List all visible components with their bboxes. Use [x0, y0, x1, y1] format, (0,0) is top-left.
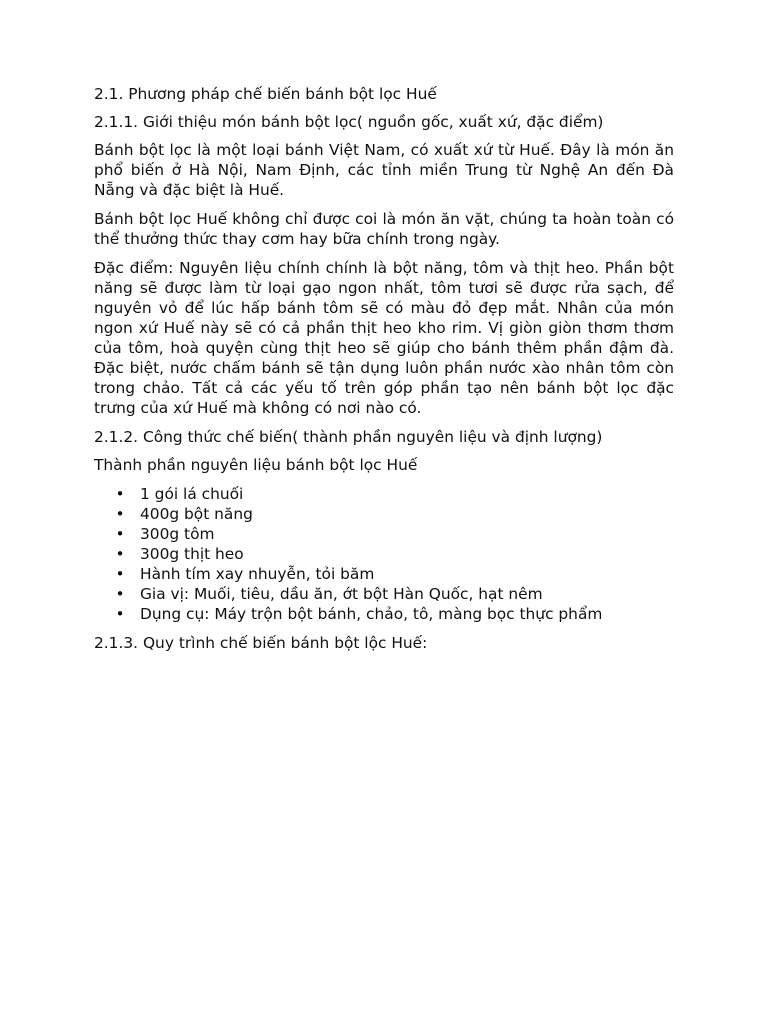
list-item [115, 544, 674, 564]
list-item [115, 504, 674, 524]
list-item [115, 604, 674, 624]
section-heading-2-1-2: 2.1.2. Công thức chế biến( thành phần nguyên liệu và định lượng) [94, 428, 603, 446]
section-heading-2-1-3: 2.1.3. Quy trình chế biến bánh bột lộc Huế: [94, 634, 428, 652]
list-item [115, 524, 674, 544]
bullet-icon: • [115, 525, 125, 543]
list-item-text: 1 gói lá chuối [140, 485, 244, 503]
list-item-text: Dụng cụ: Máy trộn bột bánh, chảo, tô, màng bọc thực phẩm [140, 605, 603, 623]
list-item [115, 564, 674, 584]
ingredients-intro: Thành phần nguyên liệu bánh bột lọc Huế [94, 456, 418, 474]
paragraph-meal: Bánh bột lọc Huế không chỉ được coi là món ăn vặt, chúng ta hoàn toàn có thể thưởng thức thay cơm hay bữa chính trong ngày. [94, 210, 674, 248]
paragraph-characteristics: Đặc điểm: Nguyên liệu chính chính là bột năng, tôm và thịt heo. Phần bột năng sẽ được làm từ loại gạo ngon nhất, tôm tươi sẽ được rửa sạch, để nguyên vỏ để lúc hấp bánh tôm sẽ có màu đỏ đẹp mắt. Nhân của món ngon xứ Huế này sẽ có cả phần thịt heo kho rim. Vị giòn giòn thơm thơm của tôm, hoà quyện cùng thịt heo sẽ giúp cho bánh thêm phần đậm đà. Đặc biệt, nước chấm bánh sẽ tận dụng luôn phần nước xào nhân tôm còn trong chảo. Tất cả các yếu tố trên góp phần tạo nên bánh bột lọc đặc trưng của xứ Huế mà không có nơi nào có. [94, 259, 674, 417]
section-heading-2-1: 2.1. Phương pháp chế biến bánh bột lọc Huế [94, 85, 437, 103]
list-item [115, 584, 674, 604]
bullet-icon: • [115, 485, 125, 503]
list-item-text: Hành tím xay nhuyễn, tỏi băm [140, 565, 375, 583]
list-item-text: 300g thịt heo [140, 545, 244, 563]
list-item [115, 484, 674, 504]
ingredients-list [94, 484, 674, 624]
list-item-text: 400g bột năng [140, 505, 253, 523]
paragraph-origin: Bánh bột lọc là một loại bánh Việt Nam, có xuất xứ từ Huế. Đây là món ăn phổ biến ở Hà Nội, Nam Định, các tỉnh miền Trung từ Nghệ An đến Đà Nẵng và đặc biệt là Huế. [94, 141, 674, 199]
bullet-icon: • [115, 545, 125, 563]
list-item-text: 300g tôm [140, 525, 215, 543]
list-item-text: Gia vị: Muối, tiêu, dầu ăn, ớt bột Hàn Quốc, hạt nêm [140, 585, 543, 603]
bullet-icon: • [115, 565, 125, 583]
section-heading-2-1-1: 2.1.1. Giới thiệu món bánh bột lọc( nguồn gốc, xuất xứ, đặc điểm) [94, 113, 604, 131]
bullet-icon: • [115, 505, 125, 523]
bullet-icon: • [115, 585, 125, 603]
bullet-icon: • [115, 605, 125, 623]
